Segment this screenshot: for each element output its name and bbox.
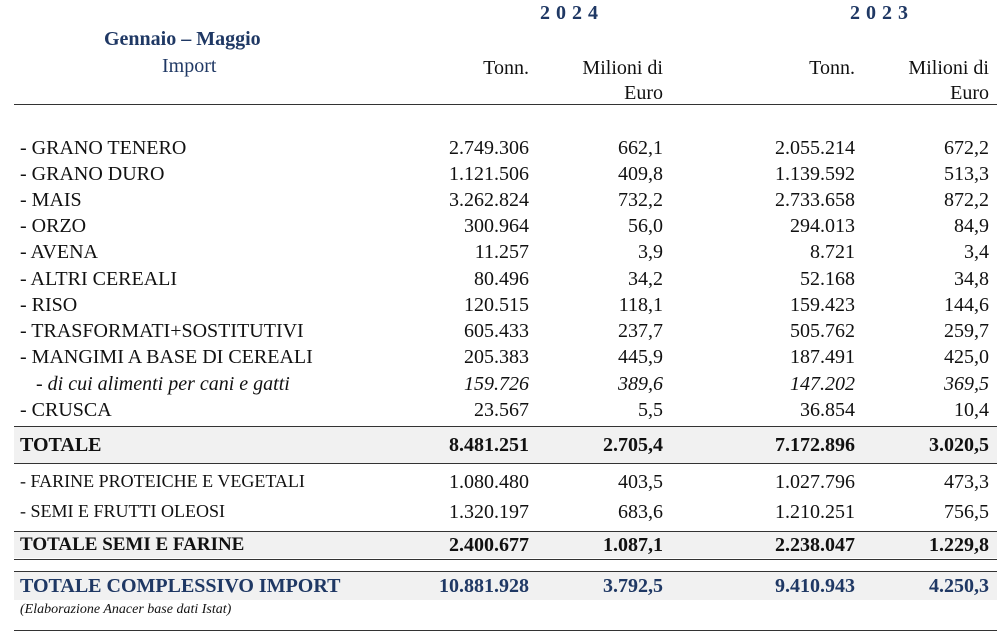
col-milioni-2023: Milioni di (908, 57, 989, 79)
row-euro-2023: 34,8 (954, 268, 989, 290)
row-tonn-2024: 1.320.197 (449, 501, 529, 523)
row-tonn-2023: 294.013 (790, 215, 855, 237)
period-label: Gennaio – Maggio (104, 28, 261, 50)
row-tonn-2023: 2.055.214 (775, 137, 855, 159)
row-euro-2023: 425,0 (944, 346, 989, 368)
row-label: - FARINE PROTEICHE E VEGETALI (20, 471, 305, 491)
row-euro-2024: 3,9 (638, 241, 663, 263)
row-tonn-2023: 8.721 (810, 241, 855, 263)
table-row (0, 294, 1005, 320)
row-label: - di cui alimenti per cani e gatti (36, 373, 290, 395)
row-euro-2024: 445,9 (618, 346, 663, 368)
year-2024-header: 2024 (540, 2, 604, 24)
row-tonn-2024: 3.262.824 (449, 189, 529, 211)
divider (14, 463, 997, 464)
col-euro-2023: Euro (950, 82, 989, 104)
row-euro-2024: 237,7 (618, 320, 663, 342)
row-tonn-2023: 52.168 (800, 268, 855, 290)
row-label: - TRASFORMATI+SOSTITUTIVI (20, 320, 304, 342)
table-row (0, 501, 1005, 527)
row-tonn-2024: 205.383 (464, 346, 529, 368)
table-row (0, 346, 1005, 372)
totale-semi-euro-2023: 1.229,8 (929, 534, 989, 556)
row-euro-2024: 118,1 (618, 294, 663, 316)
row-tonn-2024: 120.515 (464, 294, 529, 316)
totale-compl-tonn-2024: 10.881.928 (439, 575, 529, 597)
row-euro-2024: 389,6 (618, 373, 663, 395)
row-label: - ALTRI CEREALI (20, 268, 178, 290)
col-tonn-2024: Tonn. (483, 57, 529, 79)
row-label: - ORZO (20, 215, 87, 237)
table-row (0, 241, 1005, 267)
totale-tonn-2024: 8.481.251 (449, 434, 529, 456)
row-euro-2023: 84,9 (954, 215, 989, 237)
row-euro-2023: 369,5 (944, 373, 989, 395)
row-tonn-2024: 11.257 (474, 241, 529, 263)
totale-semi-label: TOTALE SEMI E FARINE (20, 534, 245, 555)
row-tonn-2023: 36.854 (800, 399, 855, 421)
row-tonn-2023: 147.202 (790, 373, 855, 395)
bottom-border (14, 630, 997, 631)
row-euro-2024: 662,1 (618, 137, 663, 159)
row-tonn-2024: 2.749.306 (449, 137, 529, 159)
col-euro-2024: Euro (624, 82, 663, 104)
row-tonn-2023: 187.491 (790, 346, 855, 368)
row-euro-2023: 672,2 (944, 137, 989, 159)
row-tonn-2023: 1.210.251 (775, 501, 855, 523)
row-euro-2023: 473,3 (944, 471, 989, 493)
row-tonn-2023: 2.733.658 (775, 189, 855, 211)
col-tonn-2023: Tonn. (809, 57, 855, 79)
row-euro-2023: 10,4 (954, 399, 989, 421)
row-tonn-2023: 1.027.796 (775, 471, 855, 493)
row-label: - CRUSCA (20, 399, 112, 421)
year-2023-header: 2023 (850, 2, 914, 24)
row-tonn-2024: 605.433 (464, 320, 529, 342)
row-label: - MAIS (20, 189, 82, 211)
totale-compl-euro-2023: 4.250,3 (929, 575, 989, 597)
totale-semi-tonn-2023: 2.238.047 (775, 534, 855, 556)
table-row (0, 189, 1005, 215)
row-label: - SEMI E FRUTTI OLEOSI (20, 501, 225, 521)
row-tonn-2024: 300.964 (464, 215, 529, 237)
divider (14, 559, 997, 560)
row-euro-2023: 144,6 (944, 294, 989, 316)
totale-row (0, 434, 1005, 460)
row-euro-2023: 872,2 (944, 189, 989, 211)
row-tonn-2024: 80.496 (474, 268, 529, 290)
row-euro-2024: 34,2 (628, 268, 663, 290)
totale-label: TOTALE (20, 434, 102, 456)
totale-euro-2024: 2.705,4 (603, 434, 663, 456)
table-row-subitem (0, 373, 1005, 399)
row-euro-2024: 5,5 (638, 399, 663, 421)
table-row (0, 137, 1005, 163)
row-euro-2024: 683,6 (618, 501, 663, 523)
totale-euro-2023: 3.020,5 (929, 434, 989, 456)
table-row (0, 399, 1005, 425)
totale-compl-label: TOTALE COMPLESSIVO IMPORT (20, 575, 341, 597)
row-euro-2023: 259,7 (944, 320, 989, 342)
import-label: Import (162, 55, 217, 77)
totale-complessivo-row (0, 575, 1005, 601)
row-label: - MANGIMI A BASE DI CEREALI (20, 346, 313, 368)
table-row (0, 215, 1005, 241)
row-label: - GRANO DURO (20, 163, 165, 185)
row-tonn-2023: 159.423 (790, 294, 855, 316)
totale-semi-row (0, 534, 1005, 560)
totale-compl-tonn-2023: 9.410.943 (775, 575, 855, 597)
totale-semi-tonn-2024: 2.400.677 (449, 534, 529, 556)
row-label: - RISO (20, 294, 78, 316)
header-divider (14, 104, 997, 105)
totale-semi-euro-2024: 1.087,1 (603, 534, 663, 556)
row-label: - AVENA (20, 241, 98, 263)
row-euro-2024: 403,5 (618, 471, 663, 493)
row-tonn-2023: 505.762 (790, 320, 855, 342)
row-euro-2023: 3,4 (964, 241, 989, 263)
row-euro-2023: 513,3 (944, 163, 989, 185)
table-row (0, 268, 1005, 294)
row-tonn-2024: 159.726 (464, 373, 529, 395)
row-label: - GRANO TENERO (20, 137, 187, 159)
source-note: (Elaborazione Anacer base dati Istat) (20, 602, 232, 617)
row-euro-2024: 409,8 (618, 163, 663, 185)
row-tonn-2024: 23.567 (474, 399, 529, 421)
row-euro-2023: 756,5 (944, 501, 989, 523)
table-row (0, 320, 1005, 346)
row-tonn-2024: 1.080.480 (449, 471, 529, 493)
table-row (0, 471, 1005, 497)
row-tonn-2023: 1.139.592 (775, 163, 855, 185)
row-euro-2024: 732,2 (618, 189, 663, 211)
col-milioni-2024: Milioni di (582, 57, 663, 79)
table-row (0, 163, 1005, 189)
totale-tonn-2023: 7.172.896 (775, 434, 855, 456)
row-tonn-2024: 1.121.506 (449, 163, 529, 185)
totale-compl-euro-2024: 3.792,5 (603, 575, 663, 597)
row-euro-2024: 56,0 (628, 215, 663, 237)
